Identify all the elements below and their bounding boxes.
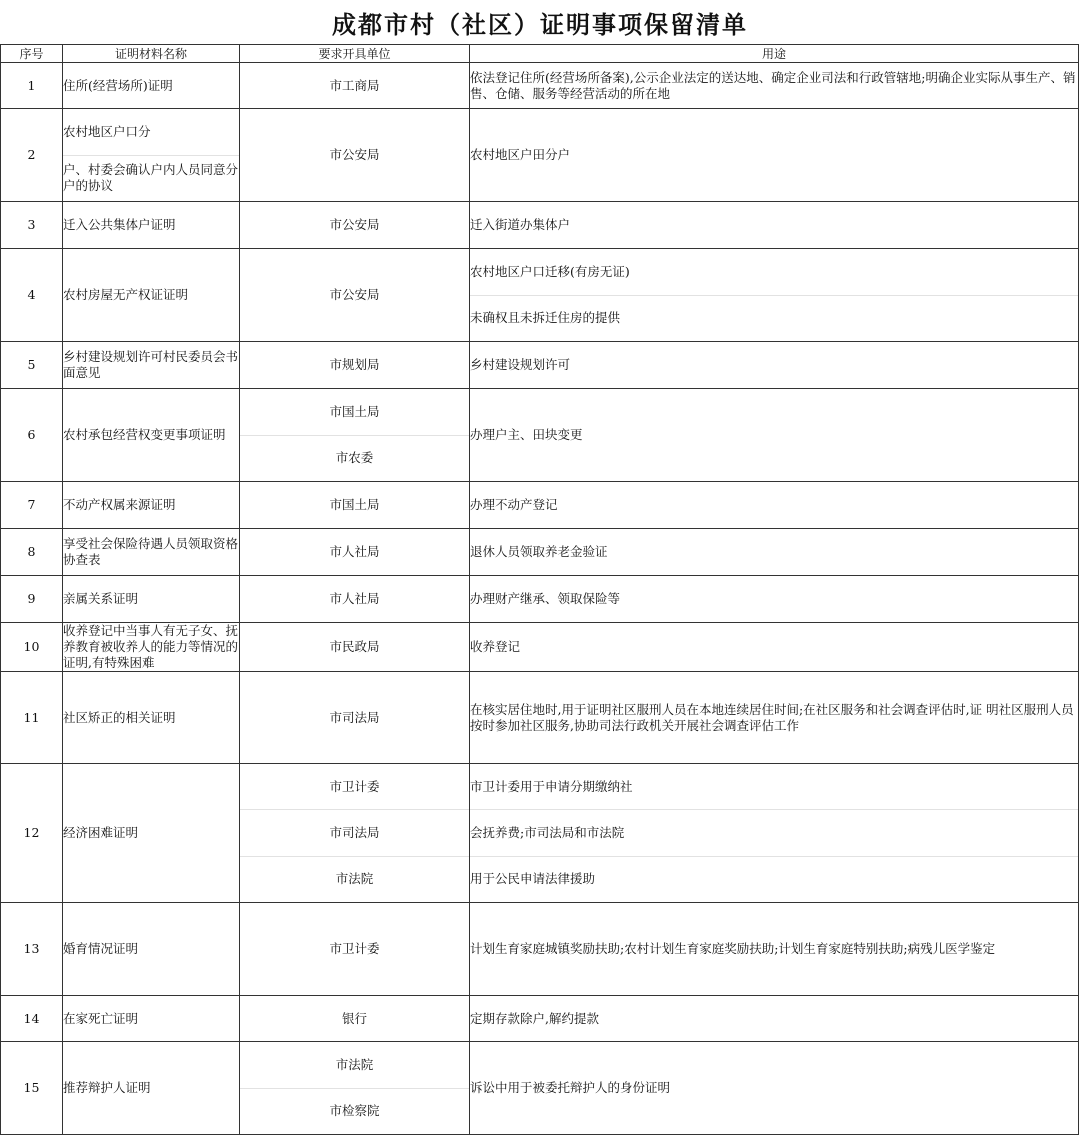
row-use: 办理财产继承、领取保险等 <box>470 591 621 606</box>
row-seq: 7 <box>1 482 63 529</box>
row-name-cell <box>63 1042 240 1135</box>
table-row <box>1 63 1079 109</box>
row-use-cell <box>470 672 1079 764</box>
row-name-cell <box>63 389 240 482</box>
row-unit: 市人社局 <box>329 591 380 606</box>
row-use-cell <box>470 996 1079 1042</box>
table-body <box>1 63 1079 1135</box>
header-name: 证明材料名称 <box>63 45 240 63</box>
page-title: 成都市村（社区）证明事项保留清单 <box>332 10 748 39</box>
table-row <box>1 249 1079 342</box>
row-use: 农村地区户口迁移(有房无证) <box>470 263 630 279</box>
row-unit: 市法院 <box>335 1056 374 1072</box>
row-name: 乡村建设规划许可村民委员会书面意见 <box>63 349 239 380</box>
row-unit: 市法院 <box>335 871 374 887</box>
row-seq: 14 <box>1 996 63 1042</box>
row-unit: 市公安局 <box>329 147 380 162</box>
row-unit: 市司法局 <box>329 824 380 840</box>
row-use: 办理不动产登记 <box>470 497 558 512</box>
row-unit: 市检察院 <box>329 1103 380 1119</box>
row-name: 收养登记中当事人有无子女、抚养教育被收养人的能力等情况的证明,有特殊困难 <box>63 623 239 670</box>
row-use-cell <box>470 389 1079 482</box>
row-unit-cell <box>240 672 470 764</box>
row-seq: 5 <box>1 342 63 389</box>
row-name-cell <box>63 202 240 249</box>
row-use: 在核实居住地时,用于证明社区服刑人员在本地连续居住时间;在社区服务和社会调查评估时,证 明社区服刑人员按时参加社区服务,协助司法行政机关开展社会调查评估工作 <box>470 701 1074 733</box>
row-name: 农村地区户口分 <box>63 123 151 139</box>
row-use: 依法登记住所(经营场所备案),公示企业法定的送达地、确定企业司法和行政管辖地;明确企业实际从事生产、销售、仓储、服务等经营活动的所在地 <box>470 69 1076 101</box>
table-row <box>1 672 1079 764</box>
table-row <box>1 764 1079 903</box>
row-use-cell <box>470 342 1079 389</box>
row-unit: 市人社局 <box>329 544 380 559</box>
table-row <box>1 342 1079 389</box>
header-unit: 要求开具单位 <box>240 45 470 63</box>
row-unit-cell <box>240 576 470 623</box>
certificate-table <box>0 44 1079 1135</box>
row-use: 迁入街道办集体户 <box>470 217 571 232</box>
row-seq: 10 <box>1 623 63 672</box>
table-row <box>1 529 1079 576</box>
row-unit: 市国土局 <box>329 403 380 419</box>
row-unit: 市卫计委 <box>329 778 380 794</box>
row-unit: 市卫计委 <box>329 941 380 956</box>
row-use: 用于公民申请法律援助 <box>470 871 596 887</box>
table-row <box>1 576 1079 623</box>
row-unit-cell <box>240 903 470 996</box>
table-row <box>1 996 1079 1042</box>
row-unit: 市规划局 <box>329 357 380 372</box>
row-use: 计划生育家庭城镇奖励扶助;农村计划生育家庭奖励扶助;计划生育家庭特别扶助;病残儿医学鉴定 <box>470 941 996 956</box>
table-row <box>1 623 1079 672</box>
row-name: 社区矫正的相关证明 <box>63 709 176 725</box>
row-name: 经济困难证明 <box>63 825 139 840</box>
row-seq: 8 <box>1 529 63 576</box>
row-name: 农村房屋无产权证证明 <box>63 287 189 302</box>
row-seq: 12 <box>1 764 63 903</box>
row-name: 迁入公共集体户证明 <box>63 217 176 232</box>
header-row <box>1 45 1079 63</box>
row-unit: 银行 <box>341 1010 367 1026</box>
row-unit-cell <box>240 202 470 249</box>
table-row <box>1 202 1079 249</box>
row-unit-cell <box>240 764 470 903</box>
row-name-cell <box>63 764 240 903</box>
row-seq: 1 <box>1 63 63 109</box>
row-use-cell <box>470 903 1079 996</box>
row-unit-cell <box>240 342 470 389</box>
row-unit: 市农委 <box>335 450 374 466</box>
row-use: 农村地区户田分户 <box>470 147 571 162</box>
row-use: 乡村建设规划许可 <box>470 357 571 372</box>
row-unit: 市公安局 <box>329 287 380 302</box>
row-name: 享受社会保险待遇人员领取资格协查表 <box>63 536 239 567</box>
row-name-cell <box>63 529 240 576</box>
row-seq: 11 <box>1 672 63 764</box>
row-use-cell <box>470 623 1079 672</box>
row-seq: 6 <box>1 389 63 482</box>
row-name: 在家死亡证明 <box>63 1010 139 1026</box>
row-use-cell <box>470 249 1079 342</box>
row-use: 市卫计委用于申请分期缴纳社 <box>470 778 633 794</box>
row-name: 亲属关系证明 <box>63 591 139 606</box>
row-use-cell <box>470 1042 1079 1135</box>
row-name: 婚育情况证明 <box>63 941 139 956</box>
header-seq: 序号 <box>1 45 63 63</box>
row-seq: 9 <box>1 576 63 623</box>
row-use: 会抚养费;市司法局和市法院 <box>470 824 625 840</box>
row-unit: 市工商局 <box>329 77 380 93</box>
row-use: 收养登记 <box>470 639 521 654</box>
row-name: 农村承包经营权变更事项证明 <box>63 427 226 442</box>
row-unit-cell <box>240 623 470 672</box>
row-unit-cell <box>240 389 470 482</box>
row-use: 未确权且未拆迁住房的提供 <box>470 310 621 326</box>
row-name-cell <box>63 996 240 1042</box>
table-row <box>1 1042 1079 1135</box>
row-name-cell <box>63 623 240 672</box>
row-unit: 市民政局 <box>329 639 380 654</box>
row-unit-cell <box>240 529 470 576</box>
table-row <box>1 482 1079 529</box>
row-unit: 市司法局 <box>329 709 380 725</box>
table-row <box>1 389 1079 482</box>
row-unit-cell <box>240 996 470 1042</box>
row-name-cell <box>63 903 240 996</box>
row-use: 办理户主、田块变更 <box>470 427 583 442</box>
row-use: 退休人员领取养老金验证 <box>470 544 608 559</box>
row-name-cell <box>63 109 240 202</box>
row-use-cell <box>470 764 1079 903</box>
row-unit-cell <box>240 63 470 109</box>
row-use-cell <box>470 202 1079 249</box>
row-use-cell <box>470 529 1079 576</box>
row-unit-cell <box>240 109 470 202</box>
row-seq: 4 <box>1 249 63 342</box>
row-name-cell <box>63 482 240 529</box>
row-name-cell <box>63 342 240 389</box>
table-row <box>1 903 1079 996</box>
row-name-cell <box>63 249 240 342</box>
row-seq: 3 <box>1 202 63 249</box>
row-name-cell <box>63 672 240 764</box>
row-unit: 市国土局 <box>329 497 380 512</box>
row-use: 诉讼中用于被委托辩护人的身份证明 <box>470 1080 671 1095</box>
row-unit-cell <box>240 482 470 529</box>
row-name-cell <box>63 63 240 109</box>
header-use: 用途 <box>470 45 1079 63</box>
row-seq: 13 <box>1 903 63 996</box>
row-name: 推荐辩护人证明 <box>63 1080 151 1095</box>
row-use: 定期存款除户,解约提款 <box>470 1010 599 1026</box>
row-unit-cell <box>240 249 470 342</box>
row-name: 户、村委会确认户内人员同意分户的协议 <box>63 162 239 194</box>
table-row <box>1 109 1079 202</box>
row-use-cell <box>470 109 1079 202</box>
row-seq: 2 <box>1 109 63 202</box>
row-unit-cell <box>240 1042 470 1135</box>
row-name: 住所(经营场所)证明 <box>63 77 173 93</box>
row-seq: 15 <box>1 1042 63 1135</box>
row-use-cell <box>470 63 1079 109</box>
row-use-cell <box>470 482 1079 529</box>
row-unit: 市公安局 <box>329 217 380 232</box>
row-name-cell <box>63 576 240 623</box>
row-use-cell <box>470 576 1079 623</box>
row-name: 不动产权属来源证明 <box>63 497 176 512</box>
